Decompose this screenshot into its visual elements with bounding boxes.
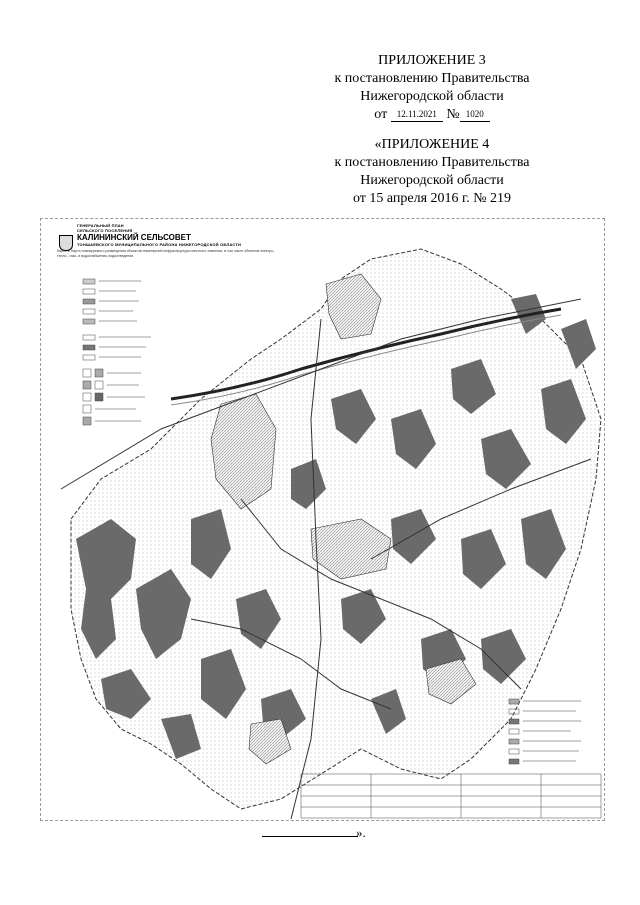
resolution-line: к постановлению Правительства (334, 71, 530, 86)
quoted-annex: «ПРИЛОЖЕНИЕ 4 (374, 137, 490, 152)
map-title-sub: ТОНШАЕВСКОГО МУНИЦИПАЛЬНОГО РАЙОНА НИЖЕГОРОДСКОЙ ОБЛАСТИ (77, 242, 242, 247)
original-date-line: от 15 апреля 2016 г. № 219 (352, 191, 512, 206)
signature-line (262, 826, 358, 837)
map-title-line1: ГЕНЕРАЛЬНЫЙ ПЛАН (77, 223, 124, 228)
resolution-line-2: к постановлению Правительства (334, 155, 530, 170)
closing-quote: ». (356, 825, 366, 840)
resolution-number: 1020 (460, 107, 490, 122)
date-number-line (312, 106, 552, 124)
legend-left (83, 279, 151, 425)
map-description: Карта 3. Карта планируемого размещения объектов инженерной инфраструктуры местного значения, в том числе объектов электро-, тепло-, газо- и водоснабжения, водоотведения (57, 249, 276, 258)
number-sign: № (446, 107, 460, 122)
resolution-date: 12.11.2021 (391, 107, 443, 122)
region-line-2: Нижегородской области (360, 173, 504, 188)
annex-header (312, 52, 552, 208)
from-prefix: от (374, 107, 388, 122)
region-line: Нижегородской области (360, 89, 504, 104)
map-title-main: КАЛИНИНСКИЙ СЕЛЬСОВЕТ (77, 233, 191, 242)
master-plan-map (40, 218, 605, 821)
title-block (301, 774, 601, 818)
map-drawing (41, 219, 605, 821)
map-title-line2: СЕЛЬСКОГО ПОСЕЛЕНИЯ (77, 228, 133, 233)
legend-right (509, 699, 581, 764)
annex-number: ПРИЛОЖЕНИЕ 3 (378, 53, 486, 68)
